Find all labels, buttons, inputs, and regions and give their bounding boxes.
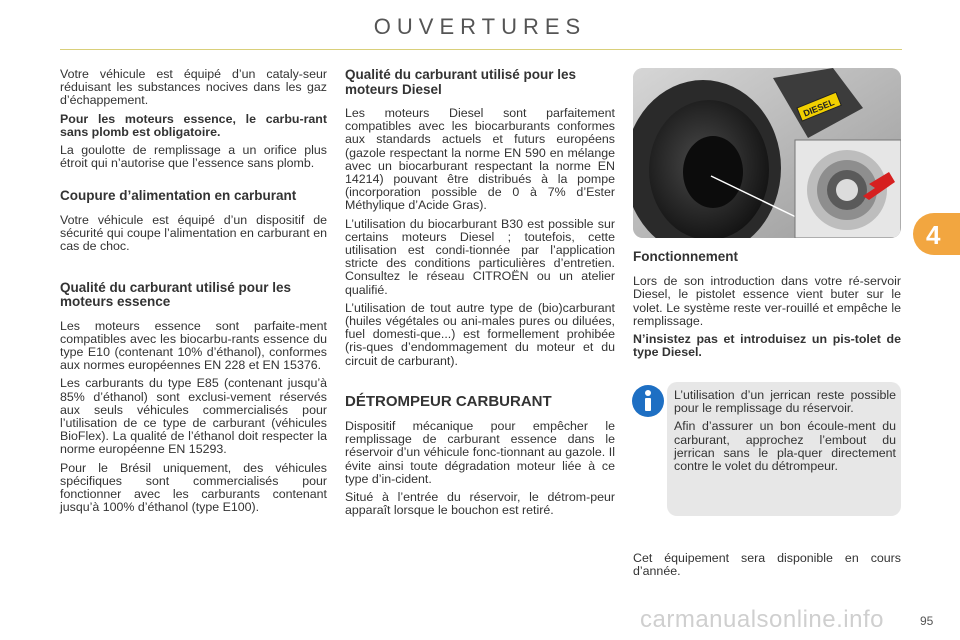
availability-paragraph: Cet équipement sera disponible en cours d’année. bbox=[633, 551, 901, 579]
fuel-cutoff-paragraph: Votre véhicule est équipé d’un dispositif de sécurité qui coupe l’alimentation en carburant en cas de choc. bbox=[60, 212, 327, 254]
page-number: 95 bbox=[920, 614, 934, 628]
petrol-e100-paragraph: Pour le Brésil uniquement, des véhicules spécifiques sont commercialisés pour fonctionner avec les carburants contenant jusqu’à 100% d’éthanol (type E100). bbox=[60, 460, 327, 515]
misfuel-location-paragraph: Situé à l’entrée du réservoir, le détrom-peur apparaît lorsque le bouchon est retiré. bbox=[345, 490, 615, 518]
chapter-tab[interactable] bbox=[913, 213, 960, 255]
fuel-filler-photo bbox=[633, 68, 901, 238]
info-box-text bbox=[674, 389, 896, 478]
column-right bbox=[633, 250, 901, 364]
fuel-filler-illustration bbox=[633, 68, 901, 238]
petrol-e85-paragraph: Les carburants du type E85 (contenant jusqu’à 85% d’éthanol) sont exclusi-vement réservés aux seuls véhicules commercialisés pour l’utilisation de ce type de carburant (véhicules BioFlex). La qualité de l’éthanol doit respecter la norme européenne EN 15293. bbox=[60, 376, 327, 457]
column-middle bbox=[345, 68, 615, 522]
fuel-cutoff-heading: Coupure d’alimentation en carburant bbox=[60, 188, 297, 204]
unleaded-required-paragraph: Pour les moteurs essence, le carbu-rant sans plomb est obligatoire. bbox=[60, 111, 327, 139]
jerrycan-advice-paragraph: Afin d’assurer un bon écoule-ment du carburant, approchez l’embout du jerrican sans le pla-quer directement contre le volet du détrompeur. bbox=[674, 419, 896, 474]
petrol-e10-paragraph: Les moteurs essence sont parfaite-ment compatibles avec les biocarbu-rants essence du type E10 (contenant 10% d’éthanol), conformes aux normes européennes EN 228 et EN 15376. bbox=[60, 318, 327, 373]
misfuel-device-paragraph: Dispositif mécanique pour empêcher le remplissage de carburant essence dans le réservoir d’un véhicule fonc-tionnant au gazole. Il évite ainsi toute dégradation moteur liée à ce type d’in-cident. bbox=[345, 419, 615, 486]
jerrycan-paragraph: L’utilisation d’un jerrican reste possible pour le remplissage du réservoir. bbox=[674, 388, 896, 416]
operation-heading: Fonctionnement bbox=[633, 249, 738, 264]
diesel-standards-paragraph: Les moteurs Diesel sont parfaitement compatibles avec les biocarburants conformes aux standards actuels et futurs européens (gazole respectant la norme EN 590 en mélange avec un biocarburant respectant la norme EN 14214) pouvant être distribués à la pompe (incorporation possible de 0 à 7% d’Ester Méthylique d’Acide Gras). bbox=[345, 106, 615, 213]
page-title: OUVERTURES bbox=[373, 14, 587, 39]
info-icon bbox=[631, 384, 665, 418]
filler-neck-paragraph: La goulotte de remplissage a un orifice plus étroit qui n’autorise que l’essence sans plomb. bbox=[60, 143, 327, 171]
header-divider bbox=[60, 49, 902, 50]
diesel-prohibited-paragraph: L’utilisation de tout autre type de (bio)carburant (huiles végétales ou ani-males pures ou diluées, fuel domesti-que...) est formellement prohibée (ris-ques d’endommagement du moteur et du circuit de carburant). bbox=[345, 300, 615, 368]
diesel-quality-heading: Qualité du carburant utilisé pour les moteurs Diesel bbox=[345, 67, 577, 97]
operation-paragraph: Lors de son introduction dans votre ré-servoir Diesel, le pistolet essence vient buter sur le volet. Le système reste ver-rouillé et empêche le remplissage. bbox=[633, 274, 901, 328]
chapter-number: 4 bbox=[926, 220, 941, 250]
misfuel-device-heading: DÉTROMPEUR CARBURANT bbox=[345, 392, 552, 410]
column-left bbox=[60, 68, 327, 519]
diesel-sticker-label: DIESEL bbox=[801, 97, 836, 119]
availability-note bbox=[633, 552, 901, 583]
diesel-b30-paragraph: L’utilisation du biocarburant B30 est possible sur certains moteurs Diesel ; toutefois, cette utilisation est condi-tionnée par l’application stricte des conditions particulières d’entretien. Consultez le réseau CITROËN ou un atelier qualifié. bbox=[345, 216, 615, 297]
petrol-quality-heading: Qualité du carburant utilisé pour les moteurs essence bbox=[60, 279, 292, 310]
catalyst-paragraph: Votre véhicule est équipé d’un cataly-seur réduisant les substances nocives dans les gaz d’échappement. bbox=[60, 67, 327, 108]
watermark: carmanualsonline.info bbox=[640, 606, 884, 633]
use-diesel-nozzle-paragraph: N’insistez pas et introduisez un pis-tolet de type Diesel. bbox=[633, 332, 901, 360]
